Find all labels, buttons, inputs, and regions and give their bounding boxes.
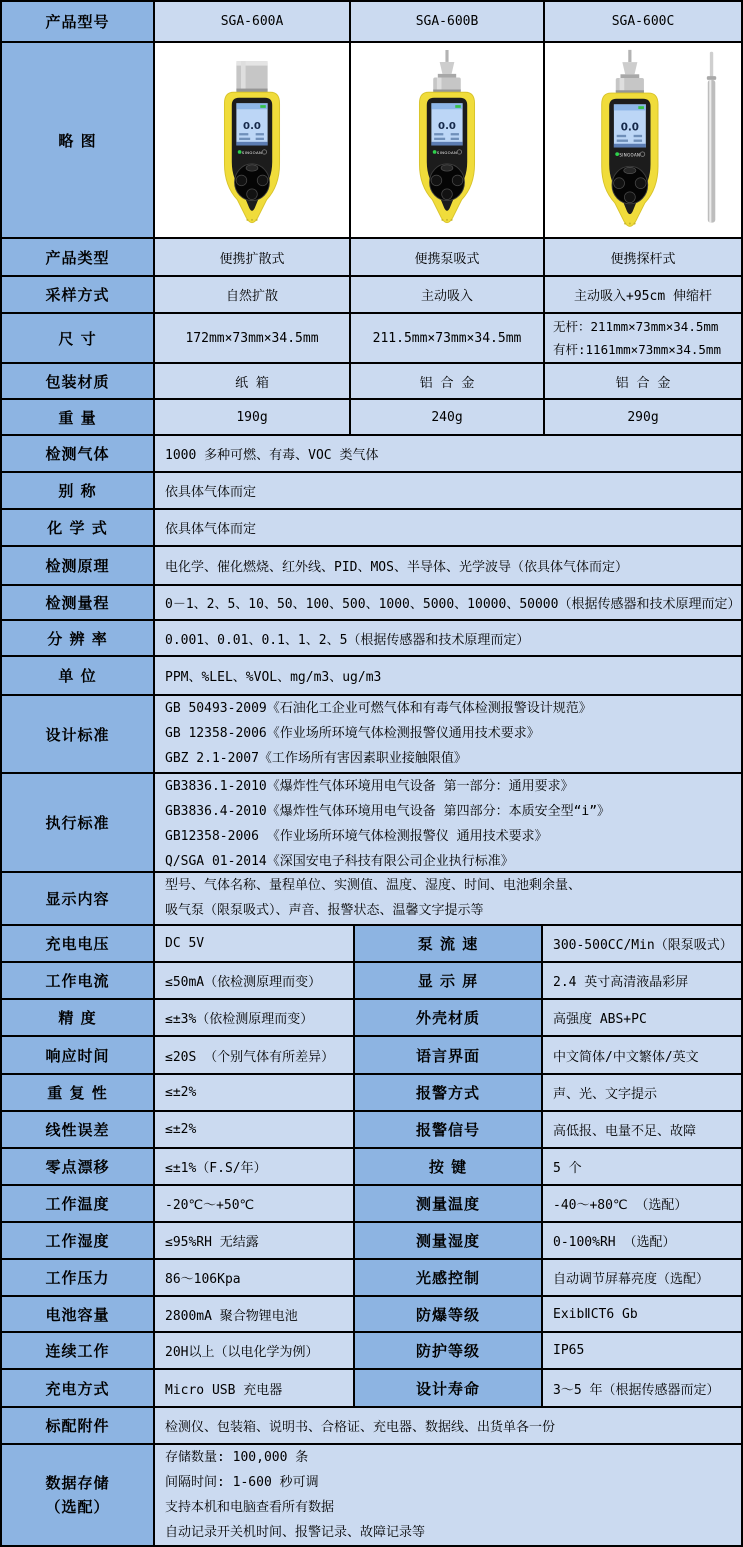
spec-value: 便携泵吸式 <box>414 251 480 267</box>
row-zero-drift-buttons <box>2 1149 741 1186</box>
spec-value: 高低报、电量不足、故障 <box>553 1124 697 1139</box>
sensor-cap <box>433 78 461 93</box>
spec-value: 自然扩散 <box>225 289 278 304</box>
spec-label-cell <box>2 586 155 621</box>
spec-value: -20℃～+50℃ <box>165 1198 255 1213</box>
spec-value-cell <box>543 1333 741 1370</box>
spec-label-cell <box>355 1333 543 1370</box>
row-display-content <box>2 873 741 926</box>
spec-value-cell <box>351 400 545 436</box>
left-button <box>236 175 247 186</box>
spec-value: 自动调节屏幕亮度（选配） <box>553 1272 710 1287</box>
spec-label: 单 位 <box>58 667 97 685</box>
device-body <box>419 92 474 222</box>
spec-value-cell <box>155 400 351 436</box>
row-working-temp-measure-temp <box>2 1186 741 1223</box>
spec-label: 光感控制 <box>415 1269 480 1287</box>
spec-label-cell <box>355 1149 543 1186</box>
menu-button <box>441 165 453 171</box>
spec-label: 检测量程 <box>45 594 110 612</box>
model-b-cell <box>351 2 545 43</box>
spec-label-cell <box>355 1260 543 1297</box>
spec-value-cell <box>155 1297 355 1333</box>
model-c-cell <box>545 2 741 43</box>
spec-value: ≤50mA（依检测原理而变） <box>165 975 322 990</box>
spec-label: 显示内容 <box>45 890 110 908</box>
header-label: 产品型号 <box>45 13 110 31</box>
spec-label: 重 复 性 <box>47 1084 108 1102</box>
spec-label-cell <box>2 1260 155 1297</box>
sensor-cap <box>236 61 267 92</box>
spec-value: 211.5mm×73mm×34.5mm <box>372 330 522 346</box>
brand-text: SINGOAN <box>241 150 263 156</box>
speaker-holes <box>624 223 635 225</box>
spec-label-cell <box>2 621 155 657</box>
device-a-image <box>155 43 351 239</box>
right-button <box>452 175 463 186</box>
spec-value-line: Q/SGA 01-2014《深国安电子科技有限公司企业执行标准》 <box>165 854 514 869</box>
spec-label-cell <box>2 963 155 1000</box>
spec-label-cell <box>2 696 155 774</box>
left-button <box>431 175 442 186</box>
spec-label-cell <box>355 1112 543 1149</box>
row-working-current-display <box>2 963 741 1000</box>
spec-value-cell <box>155 364 351 400</box>
brand-text: SINGOAN <box>619 152 641 158</box>
spec-label-cell <box>2 1186 155 1223</box>
spec-value-cell <box>155 586 741 621</box>
header-label-cell <box>2 2 155 43</box>
spec-label-line: 数据存储 <box>45 1474 110 1492</box>
row-charging-method-design-life <box>2 1370 741 1408</box>
spec-label-cell <box>2 473 155 510</box>
sensor-cap <box>616 78 644 93</box>
row-weight <box>2 400 741 436</box>
spec-value-cell <box>543 963 741 1000</box>
screen-reading: 0.0 <box>438 120 456 132</box>
spec-label-cell <box>2 277 155 314</box>
spec-label-cell <box>2 873 155 926</box>
gas-detector-probe-rod-illustration <box>551 45 735 235</box>
spec-label: 充电方式 <box>45 1379 110 1398</box>
device-b-image <box>351 43 545 239</box>
spec-value-cell <box>155 657 741 696</box>
left-button <box>614 178 625 189</box>
spec-label-cell <box>2 1000 155 1037</box>
device-c-image <box>545 43 741 239</box>
spec-label: 包装材质 <box>45 372 110 391</box>
spec-label-cell <box>2 314 155 364</box>
spec-label-cell <box>355 1075 543 1112</box>
row-dimensions <box>2 314 741 364</box>
spec-label-cell <box>2 1297 155 1333</box>
spec-label: 按 键 <box>428 1158 468 1176</box>
spec-value-cell <box>155 1333 355 1370</box>
spec-value-cell <box>543 1223 741 1260</box>
spec-label: 连续工作 <box>45 1342 110 1360</box>
row-repeatability-alarm-mode <box>2 1075 741 1112</box>
spec-label-cell <box>355 1297 543 1333</box>
gas-detector-pump-illustration <box>357 45 537 235</box>
spec-value: 0.001、0.01、0.1、1、2、5（根据传感器和技术原理而定） <box>165 632 530 648</box>
spec-label-cell <box>355 1370 543 1408</box>
model-b: SGA-600B <box>415 14 479 29</box>
spec-label: 测量温度 <box>415 1195 480 1213</box>
enter-button <box>247 189 258 200</box>
brand-text: SINGOAN <box>436 150 458 156</box>
spec-value-cell <box>155 621 741 657</box>
spec-value-line: GB 50493-2009《石油化工企业可燃气体和有毒气体检测报警设计规范》 <box>165 701 592 716</box>
row-packaging <box>2 364 741 400</box>
spec-label-cell <box>2 1370 155 1408</box>
spec-label-cell <box>2 1037 155 1075</box>
spec-label-cell <box>2 774 155 873</box>
spec-value: ≤±2% <box>165 1122 197 1137</box>
spec-value-line: 自动记录开关机时间、报警记录、故障记录等 <box>165 1525 426 1540</box>
spec-value: PPM、%LEL、%VOL、mg/m3、ug/m3 <box>165 670 382 685</box>
spec-label-cell <box>2 436 155 473</box>
telescopic-rod <box>707 52 716 223</box>
spec-value: 290g <box>627 409 659 425</box>
row-charge-voltage-pump-flow <box>2 926 741 963</box>
spec-value-cell <box>543 1260 741 1297</box>
spec-value-cell <box>543 1000 741 1037</box>
spec-label-cell <box>355 963 543 1000</box>
spec-value-cell <box>543 1186 741 1223</box>
spec-value: 依具体气体而定 <box>165 522 257 537</box>
row-working-humidity-measure-humidity <box>2 1223 741 1260</box>
row-continuous-work-protection <box>2 1333 741 1370</box>
row-sampling-method <box>2 277 741 314</box>
spec-value-cell <box>543 1075 741 1112</box>
spec-value: ≤20S （个别气体有所差异） <box>165 1049 335 1065</box>
spec-label: 线性误差 <box>45 1121 110 1139</box>
spec-label: 分 辨 率 <box>47 629 108 648</box>
row-alias <box>2 473 741 510</box>
spec-label-cell <box>355 1223 543 1260</box>
right-button <box>257 175 268 186</box>
speaker-holes <box>441 219 452 221</box>
spec-value: 铝 合 金 <box>615 375 671 391</box>
spec-value-cell <box>351 364 545 400</box>
device-screen <box>431 103 462 145</box>
spec-value: 5 个 <box>553 1161 582 1176</box>
spec-label: 响应时间 <box>45 1046 110 1065</box>
spec-value-line: GB12358-2006 《作业场所环境气体检测报警仪 通用技术要求》 <box>165 829 548 844</box>
gas-detector-diffusion-illustration <box>162 45 342 235</box>
spec-value: 便携扩散式 <box>219 251 285 267</box>
menu-button <box>246 165 258 171</box>
spec-value-cell <box>545 314 741 364</box>
spec-label: 检测原理 <box>45 557 110 575</box>
battery-icon <box>260 105 266 108</box>
spec-label-cell <box>2 400 155 436</box>
spec-value-cell <box>155 926 355 963</box>
spec-label-cell <box>2 1408 155 1445</box>
spec-value-cell <box>543 926 741 963</box>
spec-value-cell <box>155 1408 741 1445</box>
spec-value: 声、光、文字提示 <box>553 1087 658 1102</box>
spec-value-cell <box>155 1186 355 1223</box>
spec-value: ≤±1%（F.S/年） <box>165 1161 267 1176</box>
spec-label-cell <box>2 547 155 586</box>
spec-value: DC 5V <box>165 936 205 951</box>
spec-label: 标配附件 <box>45 1417 110 1435</box>
spec-label: 化 学 式 <box>47 519 108 537</box>
spec-value: 3～5 年（根据传感器而定） <box>553 1382 720 1398</box>
spec-value-cell <box>155 1112 355 1149</box>
spec-value: 190g <box>236 409 268 425</box>
spec-label: 尺 寸 <box>58 329 97 348</box>
spec-label-cell <box>2 1149 155 1186</box>
spec-value-cell <box>543 1297 741 1333</box>
spec-label: 泵 流 速 <box>417 935 479 953</box>
spec-label: 执行标准 <box>45 814 110 832</box>
spec-label: 防爆等级 <box>415 1305 480 1324</box>
spec-label: 产品类型 <box>45 248 110 267</box>
spec-label-cell <box>2 510 155 547</box>
model-a: SGA-600A <box>220 14 284 29</box>
spec-value: ≤±2% <box>165 1085 197 1100</box>
spec-label-cell <box>2 1112 155 1149</box>
spec-value-cell <box>543 1037 741 1075</box>
spec-value: 300-500CC/Min（限泵吸式） <box>553 938 733 953</box>
row-detection-principle <box>2 547 741 586</box>
spec-value: ≤±3%（依检测原理而变） <box>165 1012 314 1027</box>
battery-icon <box>638 106 644 109</box>
spec-value-cell <box>155 436 741 473</box>
spec-value-line: 支持本机和电脑查看所有数据 <box>165 1500 335 1515</box>
spec-value-cell <box>155 1075 355 1112</box>
spec-value: 2800mA 聚合物锂电池 <box>165 1308 298 1324</box>
spec-label-cell <box>355 926 543 963</box>
spec-label: 设计寿命 <box>415 1379 480 1398</box>
spec-label-cell <box>355 1000 543 1037</box>
spec-value-cell <box>155 963 355 1000</box>
spec-label-line: （选配） <box>45 1498 110 1516</box>
right-button <box>635 178 646 189</box>
spec-value-cell <box>543 1370 741 1408</box>
enter-button <box>442 189 453 200</box>
spec-value: 中文简体/中文繁体/英文 <box>553 1049 699 1065</box>
row-units <box>2 657 741 696</box>
spec-value-line: 存储数量: 100,000 条 <box>165 1450 309 1465</box>
spec-value-cell <box>155 1149 355 1186</box>
spec-value-cell <box>545 239 741 277</box>
spec-value: 1000 多种可燃、有毒、VOC 类气体 <box>165 448 379 463</box>
row-response-time-language <box>2 1037 741 1075</box>
row-executive-standards <box>2 774 741 873</box>
spec-label: 充电电压 <box>45 935 110 953</box>
menu-button <box>624 167 636 173</box>
spec-value-line: 间隔时间: 1-600 秒可调 <box>165 1475 319 1490</box>
row-battery-explosion-proof <box>2 1297 741 1333</box>
spec-value-cell <box>155 314 351 364</box>
row-chemical-formula <box>2 510 741 547</box>
spec-label-cell <box>2 657 155 696</box>
spec-value: 依具体气体而定 <box>165 485 257 500</box>
spec-value-cell <box>155 1370 355 1408</box>
spec-label-cell <box>355 1037 543 1075</box>
spec-value-cell <box>155 239 351 277</box>
spec-label: 工作电流 <box>45 972 110 990</box>
row-accuracy-housing <box>2 1000 741 1037</box>
spec-label: 语言界面 <box>415 1046 480 1065</box>
spec-value-line: 吸气泵（限泵吸式）、声音、报警状态、温馨文字提示等 <box>165 903 484 918</box>
spec-value: IP65 <box>553 1343 585 1358</box>
spec-value: 主动吸入+95cm 伸缩杆 <box>574 289 712 304</box>
spec-label: 测量湿度 <box>415 1232 480 1250</box>
spec-value-cell <box>155 510 741 547</box>
device-with-probe <box>602 50 658 226</box>
spec-value-line: 无杆：211mm×73mm×34.5mm <box>553 319 719 334</box>
spec-value-line: GB3836.1-2010《爆炸性气体环境用电气设备 第一部分：通用要求》 <box>165 779 574 794</box>
spec-value: 高强度 ABS+PC <box>553 1012 647 1027</box>
spec-value-cell <box>155 547 741 586</box>
keypad <box>235 164 270 201</box>
spec-value: 主动吸入 <box>420 289 473 304</box>
spec-value-line: GBZ 2.1-2007《工作场所有害因素职业接触限值》 <box>165 751 467 766</box>
spec-value: 86～106Kpa <box>165 1272 241 1287</box>
screen-reading: 0.0 <box>243 120 261 132</box>
device-body <box>224 92 279 222</box>
spec-label: 别 称 <box>58 482 97 500</box>
spec-value-cell <box>155 873 741 926</box>
spec-label: 零点漂移 <box>45 1158 110 1176</box>
spec-label: 采样方式 <box>45 286 110 304</box>
spec-value-line: 有杆:1161mm×73mm×34.5mm <box>553 342 721 357</box>
spec-label: 工作温度 <box>45 1195 110 1213</box>
spec-label: 电池容量 <box>45 1305 110 1324</box>
device-screen <box>614 104 646 147</box>
header-row <box>2 2 741 43</box>
row-linearity-alarm-signal <box>2 1112 741 1149</box>
model-a-cell <box>155 2 351 43</box>
spec-label: 重 量 <box>58 408 97 427</box>
spec-value-cell <box>351 239 545 277</box>
spec-label: 防护等级 <box>415 1342 480 1360</box>
spec-value: 纸 箱 <box>235 375 269 391</box>
spec-value-cell <box>545 400 741 436</box>
row-data-storage <box>2 1445 741 1545</box>
row-resolution <box>2 621 741 657</box>
speaker-holes <box>246 219 257 221</box>
spec-value: 电化学、催化燃烧、红外线、PID、MOS、半导体、光学波导（依具体气体而定） <box>165 560 628 575</box>
spec-label: 工作湿度 <box>45 1232 110 1250</box>
spec-label: 显 示 屏 <box>417 972 479 990</box>
device-screen <box>236 103 267 145</box>
row-design-standards <box>2 696 741 774</box>
spec-label: 设计标准 <box>45 725 110 744</box>
spec-label-cell <box>355 1186 543 1223</box>
row-product-type <box>2 239 741 277</box>
spec-value: 铝 合 金 <box>419 375 475 391</box>
spec-value: 检测仪、包装箱、说明书、合格证、充电器、数据线、出货单各一份 <box>165 1420 556 1435</box>
pump-probe <box>438 50 456 78</box>
spec-value-line: 型号、气体名称、量程单位、实测值、温度、湿度、时间、电池剩余量、 <box>165 878 582 893</box>
spec-value-cell <box>155 1037 355 1075</box>
keypad <box>430 164 465 201</box>
spec-value: 172mm×73mm×34.5mm <box>185 330 319 346</box>
spec-label: 报警方式 <box>415 1084 480 1102</box>
pump-probe <box>620 50 639 78</box>
row-standard-accessories <box>2 1408 741 1445</box>
battery-icon <box>455 105 461 108</box>
spec-label-cell <box>2 1445 155 1545</box>
spec-label-cell <box>2 239 155 277</box>
spec-value: 240g <box>431 409 463 425</box>
sketch-row <box>2 43 741 239</box>
spec-label: 检测气体 <box>45 445 110 463</box>
spec-label-cell <box>2 364 155 400</box>
spec-value-cell <box>351 277 545 314</box>
spec-value: 20H以上（以电化学为例） <box>165 1345 319 1360</box>
spec-value-cell <box>155 696 741 774</box>
spec-value-line: GB3836.4-2010《爆炸性气体环境用电气设备 第四部分：本质安全型“i”》 <box>165 804 611 819</box>
spec-value-cell <box>545 277 741 314</box>
spec-value-cell <box>543 1112 741 1149</box>
spec-label: 外壳材质 <box>415 1009 480 1027</box>
spec-value-cell <box>155 1445 741 1545</box>
enter-button <box>624 192 635 203</box>
spec-value-line: GB 12358-2006《作业场所环境气体检测报警仪通用技术要求》 <box>165 726 540 741</box>
spec-value-cell <box>545 364 741 400</box>
model-c: SGA-600C <box>611 14 675 29</box>
spec-value: 2.4 英寸高清液晶彩屏 <box>553 975 689 990</box>
screen-reading: 0.0 <box>620 121 639 134</box>
sketch-label: 略 图 <box>58 131 97 150</box>
spec-label: 报警信号 <box>415 1121 480 1139</box>
spec-value-cell <box>155 277 351 314</box>
spec-value-cell <box>543 1149 741 1186</box>
spec-value: 0－1、2、5、10、50、100、500、1000、5000、10000、50000（根据传感器和技术原理而定） <box>165 597 741 612</box>
device-body <box>602 93 658 226</box>
spec-value: ExibⅡCT6 Gb <box>553 1306 638 1322</box>
spec-label: 工作压力 <box>45 1269 110 1287</box>
spec-label-cell <box>2 1075 155 1112</box>
spec-value-cell <box>351 314 545 364</box>
spec-value: 便携探杆式 <box>610 251 676 267</box>
spec-label-cell <box>2 1223 155 1260</box>
spec-label: 精 度 <box>58 1009 97 1027</box>
sketch-label-cell <box>2 43 155 239</box>
spec-value-cell <box>155 774 741 873</box>
spec-value-cell <box>155 1000 355 1037</box>
row-detection-range <box>2 586 741 621</box>
spec-value: 0-100%RH （选配） <box>553 1235 676 1250</box>
spec-value-cell <box>155 1223 355 1260</box>
keypad <box>612 166 648 204</box>
spec-value: Micro USB 充电器 <box>165 1382 283 1398</box>
spec-value-cell <box>155 473 741 510</box>
spec-value-cell <box>155 1260 355 1297</box>
spec-label-cell <box>2 1333 155 1370</box>
row-detected-gases <box>2 436 741 473</box>
spec-value: -40～+80℃ （选配） <box>553 1198 688 1213</box>
spec-label-cell <box>2 926 155 963</box>
row-working-pressure-light-sensor <box>2 1260 741 1297</box>
spec-value: ≤95%RH 无结露 <box>165 1235 259 1250</box>
